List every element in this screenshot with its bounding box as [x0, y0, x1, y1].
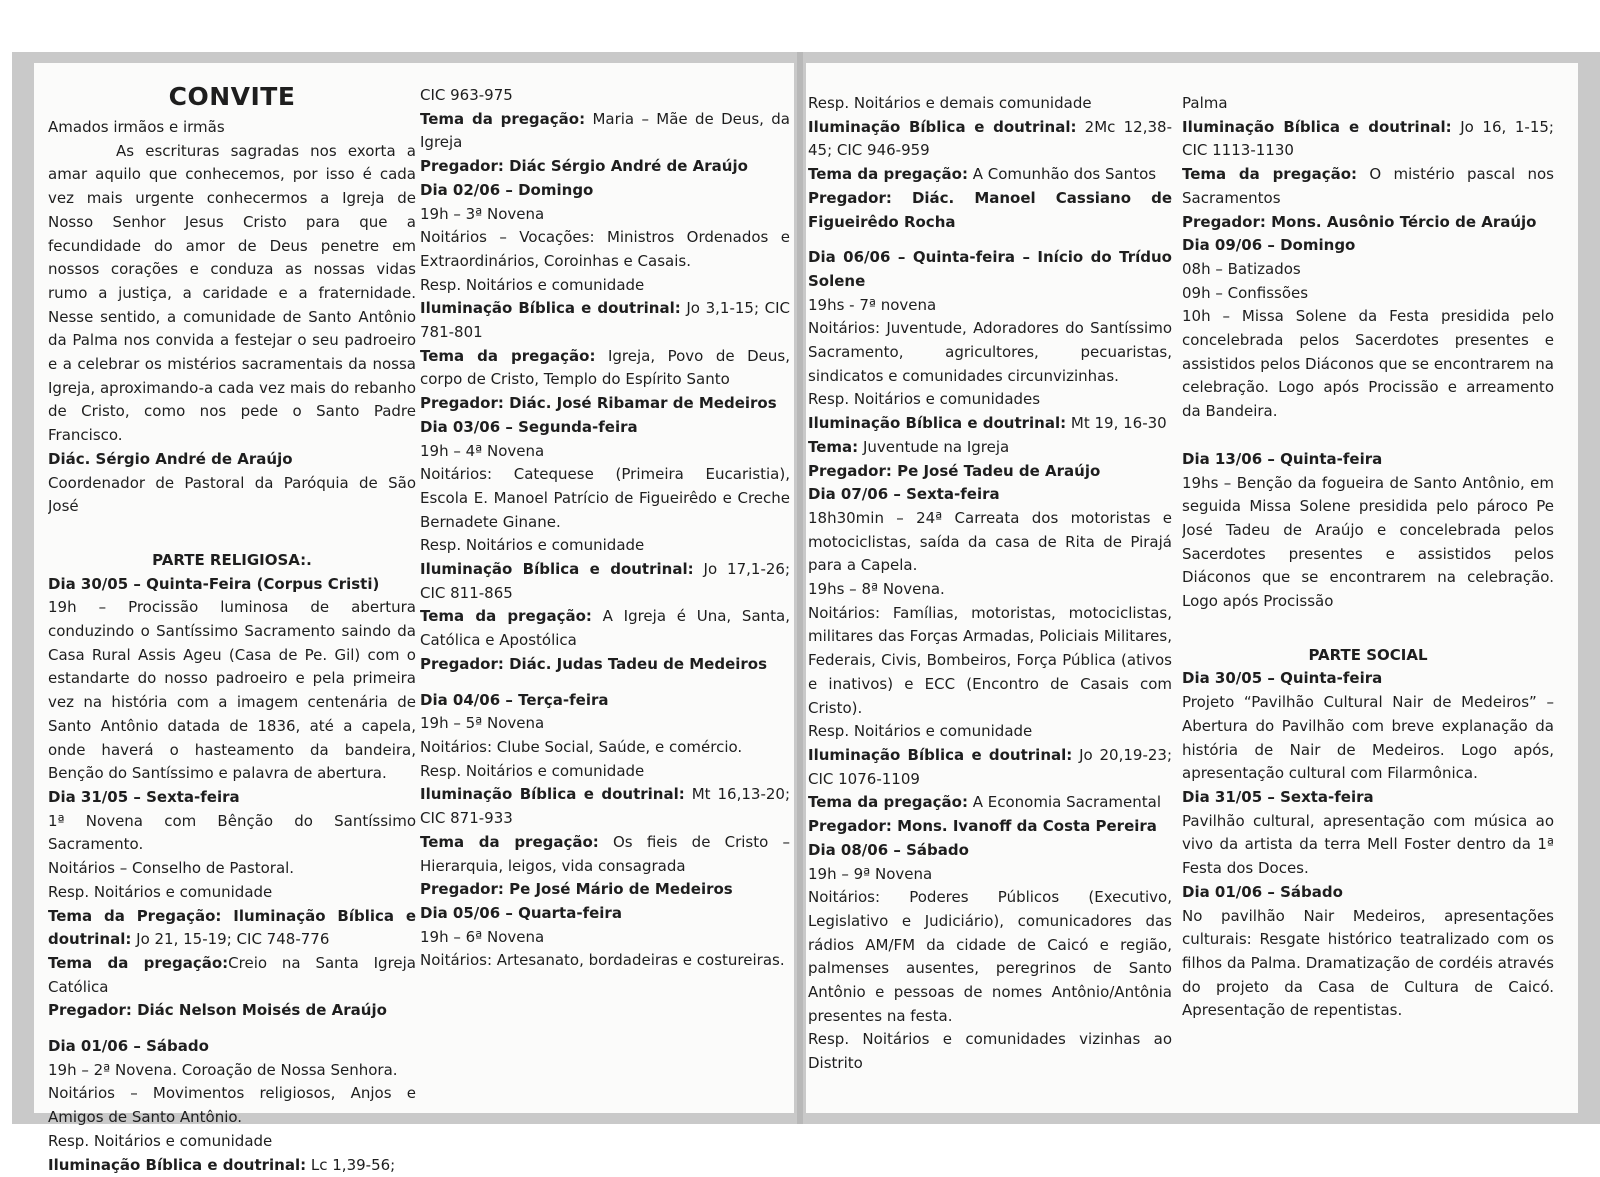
column-1: [48, 80, 416, 1177]
value: Mt 16,13-20; CIC 871-933: [420, 785, 790, 828]
label: Iluminação Bíblica e doutrinal:: [808, 117, 1077, 136]
day-text: Noitários – Movimentos religiosos, Anjos e Amigos de Santo Antônio.: [48, 1084, 416, 1127]
preacher: Pregador: Pe José Tadeu de Araújo: [808, 461, 1101, 480]
label: Iluminação Bíblica e doutrinal:: [1182, 117, 1452, 136]
day-text: 19hs - 7ª novena: [808, 295, 937, 314]
label: Iluminação Bíblica e doutrinal:: [420, 785, 685, 804]
day-text: Noitários: Juventude, Adoradores do Santíssimo Sacramento, agricultores, pecuaristas, sindicatos e comunidades circunvizinhas.: [808, 319, 1172, 385]
invitation-body: As escrituras sagradas nos exorta a amar aquilo que conhecemos, por isso é cada vez mais urgente conhecermos a Igreja de Nosso Senhor Jesus Cristo para que a fecundidade do amor de Deus penetre em nossos corações e conduza as nossas vidas rumo a justiça, a caridade e a fraternidade. Nesse sentido, a comunidade de Santo Antônio da Palma nos convida a festejar o seu padroeiro e a celebrar os mistérios sacramentais da nossa Igreja, aproximando-a cada vez mais do rebanho de Cristo, como nos pede o Santo Padre Francisco.: [48, 141, 416, 445]
day-text: [808, 412, 1172, 436]
day-text: [420, 831, 790, 878]
label: Tema da pregação:: [808, 165, 968, 184]
day-text: Noitários – Vocações: Ministros Ordenados e Extraordinários, Coroinhas e Casais.: [420, 228, 790, 270]
preacher: Pregador: Diác. José Ribamar de Medeiros: [420, 394, 777, 413]
day-text: Pavilhão cultural, apresentação com música ao vivo da artista da terra Mell Foster dentro da 1ª Festa dos Doces.: [1182, 811, 1554, 878]
day-text: Noitários: Poderes Públicos (Executivo, Legislativo e Judiciário), comunicadores das rádios AM/FM da cidade de Caicó e região, palmenses ausentes, peregrinos de Santo Antônio e pessoas de nomes Antônio/Antônia presentes na festa.: [808, 888, 1172, 1025]
label: Iluminação Bíblica e doutrinal:: [48, 1155, 307, 1174]
label: Tema da pregação:: [808, 793, 968, 812]
day-text: 19h – 2ª Novena. Coroação de Nossa Senhora.: [48, 1060, 398, 1079]
day-text: Resp. Noitários e comunidades vizinhas ao Distrito: [808, 1030, 1172, 1073]
day-text: Noitários: Famílias, motoristas, motociclistas, militares das Forças Armadas, Policiais Militares, Federais, Civis, Bombeiros, Força Pública (ativos e inativos) e ECC (Encontro de Casais com Cristo).: [808, 603, 1172, 717]
value: Juventude na Igreja: [858, 437, 1010, 456]
day-text: 19hs – 8ª Novena.: [808, 580, 945, 599]
value: Jo 20,19-23; CIC 1076-1109: [808, 745, 1172, 788]
value: Jo 3,1-15; CIC 781-801: [420, 299, 790, 342]
label: Tema da Pregação: Iluminação Bíblica e doutrinal:: [48, 906, 416, 949]
label: Tema da pregação:: [420, 109, 586, 128]
value: A Economia Sacramental: [967, 793, 1161, 812]
label: Tema da pregação:: [48, 953, 229, 972]
day-heading: Dia 31/05 – Sexta-feira: [48, 787, 240, 806]
day-heading: Dia 06/06 – Quinta-feira – Início do Tríduo Solene: [808, 248, 1172, 290]
day-text: [420, 783, 790, 830]
day-text: Resp. Noitários e comunidade: [420, 275, 645, 294]
day-text: Resp. Noitários e comunidades: [808, 390, 1041, 409]
day-text: Resp. Noitários e demais comunidade: [808, 94, 1092, 112]
day-text: [420, 297, 790, 344]
preacher: Pregador: Diác Nelson Moisés de Araújo: [48, 1001, 387, 1020]
value: Jo 16, 1-15; CIC 1113-1130: [1182, 117, 1554, 160]
day-text: 19h – 9ª Novena: [808, 864, 933, 883]
day-heading: Dia 03/06 – Segunda-feira: [420, 417, 638, 436]
value: Creio na Santa Igreja Católica: [48, 953, 416, 996]
day-text: Projeto “Pavilhão Cultural Nair de Medeiros” – Abertura do Pavilhão com breve explanação da história de Nair de Medeiros. Logo após, apresentação cultural com Filarmônica.: [1182, 693, 1554, 783]
section-head-social: PARTE SOCIAL: [1308, 645, 1428, 664]
day-text: Resp. Noitários e comunidade: [420, 536, 645, 555]
day-text: Resp. Noitários e comunidade: [48, 1131, 273, 1150]
label: Iluminação Bíblica e doutrinal:: [420, 560, 694, 579]
label: Iluminação Bíblica e doutrinal:: [420, 299, 681, 318]
value: Jo 21, 15-19; CIC 748-776: [131, 930, 330, 949]
label: Tema da pregação:: [420, 346, 596, 365]
day-text: 19h – 4ª Novena: [420, 441, 545, 460]
fold-line: [797, 52, 803, 1124]
value: Lc 1,39-56;: [306, 1155, 396, 1174]
preacher: Pregador: Mons. Ivanoff da Costa Pereira: [808, 817, 1157, 836]
label: Tema da pregação:: [1182, 165, 1358, 184]
day-heading: Dia 31/05 – Sexta-feira: [1182, 787, 1374, 806]
value: A Igreja é Una, Santa, Católica e Apostólica: [420, 607, 790, 650]
day-text: [420, 558, 790, 605]
preacher: Pregador: Diác. Manoel Cassiano de Figueirêdo Rocha: [808, 188, 1172, 231]
day-heading: Dia 30/05 – Quinta-feira: [1182, 669, 1383, 688]
value: O mistério pascal nos Sacramentos: [1182, 165, 1554, 207]
day-text: [420, 605, 790, 652]
day-text: 19hs – Benção da fogueira de Santo Antônio, em seguida Missa Solene presidida pelo pároco Pe José Tadeu de Araújo e concelebrada pelos Sacerdotes presentes e assistidos pelos Diáconos que se encontrarem na celebração. Logo após Procissão: [1182, 473, 1554, 611]
value: 2Mc 12,38-45; CIC 946-959: [808, 117, 1172, 160]
day-text: No pavilhão Nair Medeiros, apresentações culturais: Resgate histórico teatralizado com os filhos da Palma. Dramatização de cordéis através do projeto da Casa de Cultura de Caicó. Apresentação de repentistas.: [1182, 906, 1554, 1020]
day-text: [420, 108, 790, 155]
day-text: [808, 744, 1172, 791]
value: Igreja, Povo de Deus, corpo de Cristo, Templo do Espírito Santo: [420, 346, 790, 389]
day-heading: Dia 04/06 – Terça-feira: [420, 690, 609, 709]
day-text: CIC 963-975: [420, 86, 513, 104]
column-2: [420, 84, 790, 973]
day-text: Resp. Noitários e comunidade: [808, 722, 1033, 741]
column-4: [1182, 92, 1554, 1023]
preacher: Pregador: Diác Sérgio André de Araújo: [420, 157, 748, 176]
day-heading: Dia 08/06 – Sábado: [808, 840, 969, 859]
label: Tema da pregação:: [420, 607, 592, 626]
day-text: Noitários: Clube Social, Saúde, e comércio.: [420, 737, 743, 756]
day-heading: Dia 13/06 – Quinta-feira: [1182, 449, 1383, 468]
day-text: [1182, 116, 1554, 163]
day-text: [808, 436, 1172, 460]
day-text: Noitários: Catequese (Primeira Eucaristia), Escola E. Manoel Patrício de Figueirêdo e Creche Bernadete Ginane.: [420, 465, 790, 531]
label: Tema:: [808, 437, 859, 456]
day-text: Noitários: Artesanato, bordadeiras e costureiras.: [420, 951, 785, 970]
value: Maria – Mãe de Deus, da Igreja: [420, 109, 790, 152]
day-heading: Dia 30/05 – Quinta-Feira (Corpus Cristi): [48, 574, 380, 593]
day-text: Resp. Noitários e comunidade: [48, 882, 273, 901]
value: Mt 19, 16-30: [1066, 414, 1167, 433]
day-text: 08h – Batizados: [1182, 259, 1301, 278]
day-text: [420, 345, 790, 392]
preacher: Pregador: Mons. Ausônio Tércio de Araújo: [1182, 212, 1537, 231]
preacher: Pregador: Pe José Mário de Medeiros: [420, 880, 733, 899]
label: Iluminação Bíblica e doutrinal:: [808, 414, 1067, 433]
column-3: [808, 92, 1172, 1076]
day-heading: Dia 05/06 – Quarta-feira: [420, 903, 622, 922]
signer-role: Coordenador de Pastoral da Paróquia de São José: [48, 473, 416, 516]
day-text: 10h – Missa Solene da Festa presidida pelo concelebrada pelos Sacerdotes presentes e assistidos pelos Diáconos que se encontrarem na celebração. Logo após Procissão e arreamento da Bandeira.: [1182, 307, 1554, 421]
convite-title: CONVITE: [168, 82, 296, 111]
preacher: Pregador: Diác. Judas Tadeu de Medeiros: [420, 654, 768, 673]
value: A Comunhão dos Santos: [967, 165, 1157, 184]
day-heading: Dia 01/06 – Sábado: [48, 1037, 209, 1056]
day-text: [808, 163, 1172, 187]
day-text: 09h – Confissões: [1182, 283, 1309, 302]
section-head-religiosa: PARTE RELIGIOSA:.: [152, 550, 312, 569]
day-heading: Dia 02/06 – Domingo: [420, 180, 594, 199]
day-text: [808, 791, 1172, 815]
day-text: 19h – 6ª Novena: [420, 927, 545, 946]
day-text: [48, 952, 416, 999]
day-text: Noitários – Conselho de Pastoral.: [48, 859, 295, 878]
label: Tema da pregação:: [420, 832, 599, 851]
value: Jo 17,1-26; CIC 811-865: [420, 560, 790, 602]
day-text: Resp. Noitários e comunidade: [420, 761, 645, 780]
signer-name: Diác. Sérgio André de Araújo: [48, 449, 293, 468]
day-heading: Dia 01/06 – Sábado: [1182, 882, 1343, 901]
day-text: [1182, 163, 1554, 210]
day-text: 19h – 5ª Novena: [420, 714, 545, 733]
day-text: Palma: [1182, 94, 1228, 112]
day-text: [808, 116, 1172, 163]
label: Iluminação Bíblica e doutrinal:: [808, 745, 1073, 764]
day-heading: Dia 09/06 – Domingo: [1182, 236, 1356, 255]
day-text: [48, 1154, 416, 1177]
day-text: 19h – Procissão luminosa de abertura conduzindo o Santíssimo Sacramento saindo da Casa Rural Assis Ageu (Casa de Pe. Gil) com o estandarte do nosso padroeiro e pela primeira vez na história com a imagem centenária de Santo Antônio datada de 1836, até a capela, onde haverá o hasteamento da bandeira, Benção do Santíssimo e palavra de abertura.: [48, 598, 416, 783]
day-text: 1ª Novena com Bênção do Santíssimo Sacramento.: [48, 811, 416, 854]
day-text: 18h30min – 24ª Carreata dos motoristas e motociclistas, saída da casa de Rita de Pirajá para a Capela.: [808, 508, 1172, 575]
value: Os fieis de Cristo – Hierarquia, leigos, vida consagrada: [420, 832, 790, 875]
day-text: 19h – 3ª Novena: [420, 204, 545, 223]
day-heading: Dia 07/06 – Sexta-feira: [808, 485, 1000, 504]
day-text: [48, 905, 416, 952]
greeting: Amados irmãos e irmãs: [48, 118, 225, 136]
